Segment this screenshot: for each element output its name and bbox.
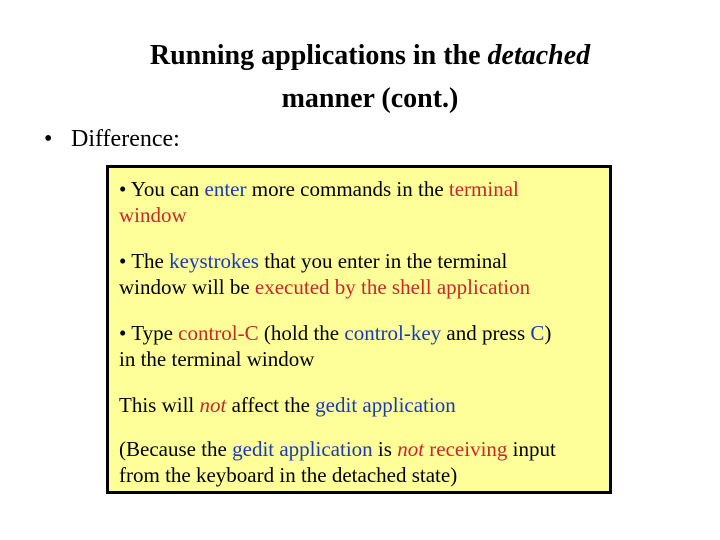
text-run-blue: C [530, 321, 545, 345]
text-run-blue: enter [204, 177, 247, 201]
box-paragraph-not-affect [119, 392, 605, 418]
text-run: input [507, 437, 556, 461]
box-line: in the terminal window [119, 347, 315, 371]
text-run: affect the [226, 393, 316, 417]
text-run-blue: control-key [344, 321, 442, 345]
slide-title-emphasis: detached [487, 40, 591, 71]
box-line [119, 248, 605, 274]
text-run-red: executed by the shell application [254, 275, 531, 299]
text-run: • Type [119, 321, 179, 345]
text-run-red: window [119, 203, 187, 227]
text-run: (Because the [119, 437, 233, 461]
text-run: window will be [119, 275, 255, 299]
text-run-red-italic: not [397, 437, 425, 461]
slide-title-line-1 [80, 34, 660, 77]
difference-bullet [44, 124, 180, 154]
text-run-blue: keystrokes [169, 249, 259, 273]
text-run-red: terminal [448, 177, 519, 201]
text-run: • You can [119, 177, 205, 201]
text-run-red: receiving [429, 437, 508, 461]
text-run-red-italic: not [199, 393, 227, 417]
box-line [119, 436, 605, 462]
text-run: (hold the [258, 321, 345, 345]
box-paragraph-enter-commands [119, 176, 605, 228]
text-run: and press [441, 321, 531, 345]
box-line [119, 320, 605, 346]
text-run-blue: gedit application [315, 393, 456, 417]
box-paragraph-keystrokes [119, 248, 605, 300]
box-line [119, 274, 605, 300]
text-run: more commands in the [246, 177, 449, 201]
box-line [119, 392, 605, 418]
slide-title [80, 34, 660, 120]
text-run-red: control-C [178, 321, 259, 345]
slide-title-text: Running applications in the [149, 40, 488, 71]
box-paragraph-control-c [119, 320, 605, 372]
text-run: ) [544, 321, 552, 345]
box-line: from the keyboard in the detached state) [119, 463, 458, 487]
text-run: • The [119, 249, 170, 273]
bullet-dot: • [44, 126, 53, 152]
highlight-box [106, 165, 612, 494]
text-run: that you enter in the terminal [258, 249, 508, 273]
box-line [119, 176, 605, 202]
text-run: This will [119, 393, 200, 417]
bullet-text: Difference: [71, 126, 180, 152]
text-run-blue: gedit application [232, 437, 373, 461]
slide-title-line-2: manner (cont.) [281, 83, 459, 114]
text-run: is [372, 437, 398, 461]
box-paragraph-because [119, 436, 605, 488]
